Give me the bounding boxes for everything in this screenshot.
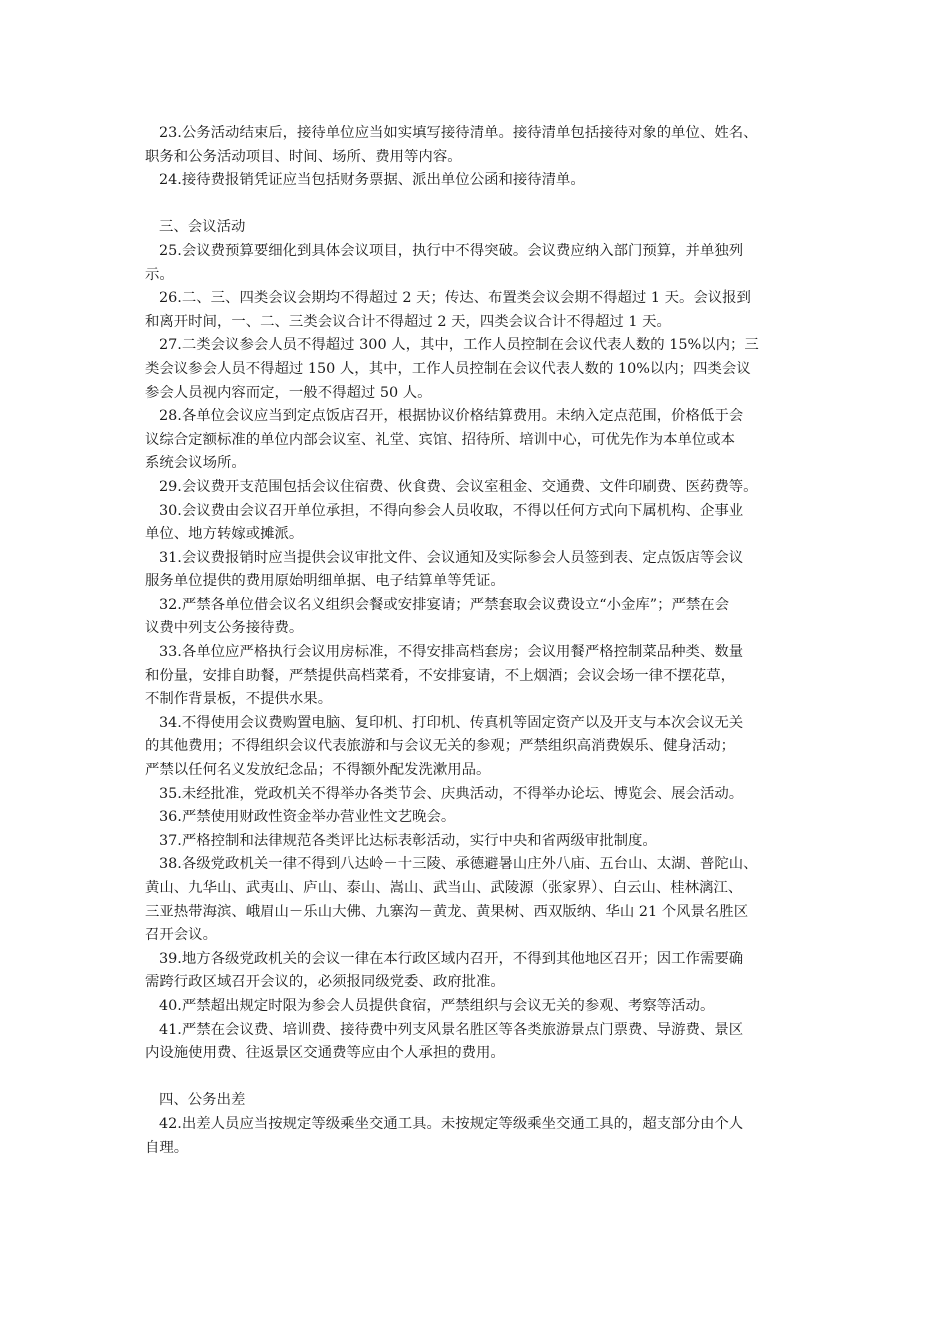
clause-line: 32.严禁各单位借会议名义组织会餐或安排宴请；严禁套取会议费设立“小金库”；严禁在会 — [159, 596, 730, 613]
section-four — [145, 1089, 810, 1160]
clause-line: 系统会议场所。 — [145, 455, 246, 472]
clause-line: 内设施使用费、往返景区交通费等应由个人承担的费用。 — [145, 1045, 505, 1062]
clause-40 — [145, 995, 810, 1019]
clause-line: 27.二类会议参会人员不得超过 300 人，其中，工作人员控制在会议代表人数的 15%以内；三 — [159, 337, 759, 354]
section-heading: 三、会议活动 — [159, 219, 246, 236]
clause-line: 39.地方各级党政机关的会议一律在本行政区域内召开，不得到其他地区召开；因工作需要确 — [159, 950, 744, 967]
section-gap — [145, 193, 810, 217]
clause-line: 25.会议费预算要细化到具体会议项目，执行中不得突破。会议费应纳入部门预算，并单独列 — [159, 242, 744, 259]
clause-line: 三亚热带海滨、峨眉山－乐山大佛、九寨沟－黄龙、黄果树、西双版纳、华山 21 个风景名胜区 — [145, 903, 749, 920]
clause-41 — [145, 1019, 810, 1066]
clause-38 — [145, 853, 810, 947]
clause-34 — [145, 712, 810, 783]
clause-line: 议费中列支公务接待费。 — [145, 620, 304, 637]
clause-39 — [145, 948, 810, 995]
clause-23 — [145, 122, 810, 169]
clause-line: 单位、地方转嫁或摊派。 — [145, 526, 304, 543]
clause-line: 36.严禁使用财政性资金举办营业性文艺晚会。 — [159, 809, 456, 826]
clause-26 — [145, 287, 810, 334]
clause-line: 自理。 — [145, 1139, 189, 1156]
clause-29 — [145, 476, 810, 500]
clause-24 — [145, 169, 810, 193]
clause-27 — [145, 334, 810, 405]
document-page — [145, 122, 810, 1160]
section-three — [145, 216, 810, 1065]
clause-line: 33.各单位应严格执行会议用房标准，不得安排高档套房；会议用餐严格控制菜品种类、数量 — [159, 644, 744, 661]
clause-32 — [145, 594, 810, 641]
clause-33 — [145, 641, 810, 712]
clause-line: 类会议参会人员不得超过 150 人，其中，工作人员控制在会议代表人数的 10%以内；四类会议 — [145, 360, 751, 377]
clause-line: 召开会议。 — [145, 927, 217, 944]
clause-42 — [145, 1113, 810, 1160]
clause-line: 严禁以任何名义发放纪念品；不得额外配发洗漱用品。 — [145, 762, 491, 779]
clause-line: 41.严禁在会议费、培训费、接待费中列支风景名胜区等各类旅游景点门票费、导游费、景区 — [159, 1021, 744, 1038]
clause-line: 34.不得使用会议费购置电脑、复印机、打印机、传真机等固定资产以及开支与本次会议无关 — [159, 714, 744, 731]
section-gap — [145, 1066, 810, 1090]
clause-line: 不制作背景板，不提供水果。 — [145, 691, 333, 708]
clause-line: 28.各单位会议应当到定点饭店召开，根据协议价格结算费用。未纳入定点范围，价格低于会 — [159, 408, 744, 425]
clause-line: 42.出差人员应当按规定等级乘坐交通工具。未按规定等级乘坐交通工具的，超支部分由个人 — [159, 1115, 744, 1132]
clause-line: 30.会议费由会议召开单位承担，不得向参会人员收取，不得以任何方式向下属机构、企事业 — [159, 502, 744, 519]
clause-25 — [145, 240, 810, 287]
clause-line: 23.公务活动结束后，接待单位应当如实填写接待清单。接待清单包括接待对象的单位、姓名、 — [159, 125, 758, 141]
clause-37 — [145, 830, 810, 854]
clause-line: 和份量，安排自助餐，严禁提供高档菜肴，不安排宴请，不上烟酒；会议会场一律不摆花草， — [145, 667, 736, 684]
clause-line: 黄山、九华山、武夷山、庐山、泰山、嵩山、武当山、武陵源（张家界）、白云山、桂林漓江、 — [145, 880, 743, 896]
clause-35 — [145, 783, 810, 807]
clause-line: 31.会议费报销时应当提供会议审批文件、会议通知及实际参会人员签到表、定点饭店等会议 — [159, 549, 744, 566]
clause-line: 37.严格控制和法律规范各类评比达标表彰活动，实行中央和省两级审批制度。 — [159, 832, 657, 849]
clause-31 — [145, 547, 810, 594]
clause-line: 需跨行政区域召开会议的，必须报同级党委、政府批准。 — [145, 974, 505, 991]
clause-28 — [145, 405, 810, 476]
clause-line: 24.接待费报销凭证应当包括财务票据、派出单位公函和接待清单。 — [159, 172, 585, 189]
clause-line: 职务和公务活动项目、时间、场所、费用等内容。 — [145, 148, 462, 165]
clause-30 — [145, 500, 810, 547]
clause-line: 26.二、三、四类会议会期均不得超过 2 天；传达、布置类会议会期不得超过 1 天。会议报到 — [159, 290, 751, 307]
clause-36 — [145, 806, 810, 830]
clause-line: 议综合定额标准的单位内部会议室、礼堂、宾馆、招待所、培训中心，可优先作为本单位或本 — [145, 431, 736, 448]
clause-line: 和离开时间，一、二、三类会议合计不得超过 2 天，四类会议合计不得超过 1 天。 — [145, 313, 671, 330]
clause-line: 29.会议费开支范围包括会议住宿费、伙食费、会议室租金、交通费、文件印刷费、医药费等。 — [159, 478, 758, 495]
section-heading: 四、公务出差 — [159, 1092, 246, 1109]
clause-line: 的其他费用；不得组织会议代表旅游和与会议无关的参观；严禁组织高消费娱乐、健身活动； — [145, 738, 736, 755]
clause-line: 38.各级党政机关一律不得到八达岭－十三陵、承德避暑山庄外八庙、五台山、太湖、普陀山、 — [159, 856, 758, 873]
clause-line: 示。 — [145, 266, 174, 283]
clause-line: 35.未经批准，党政机关不得举办各类节会、庆典活动，不得举办论坛、博览会、展会活动。 — [159, 785, 744, 802]
section-two-tail — [145, 122, 810, 193]
clause-line: 参会人员视内容而定，一般不得超过 50 人。 — [145, 384, 432, 401]
clause-line: 服务单位提供的费用原始明细单据、电子结算单等凭证。 — [145, 573, 505, 590]
clause-line: 40.严禁超出规定时限为参会人员提供食宿，严禁组织与会议无关的参观、考察等活动。 — [159, 997, 715, 1014]
